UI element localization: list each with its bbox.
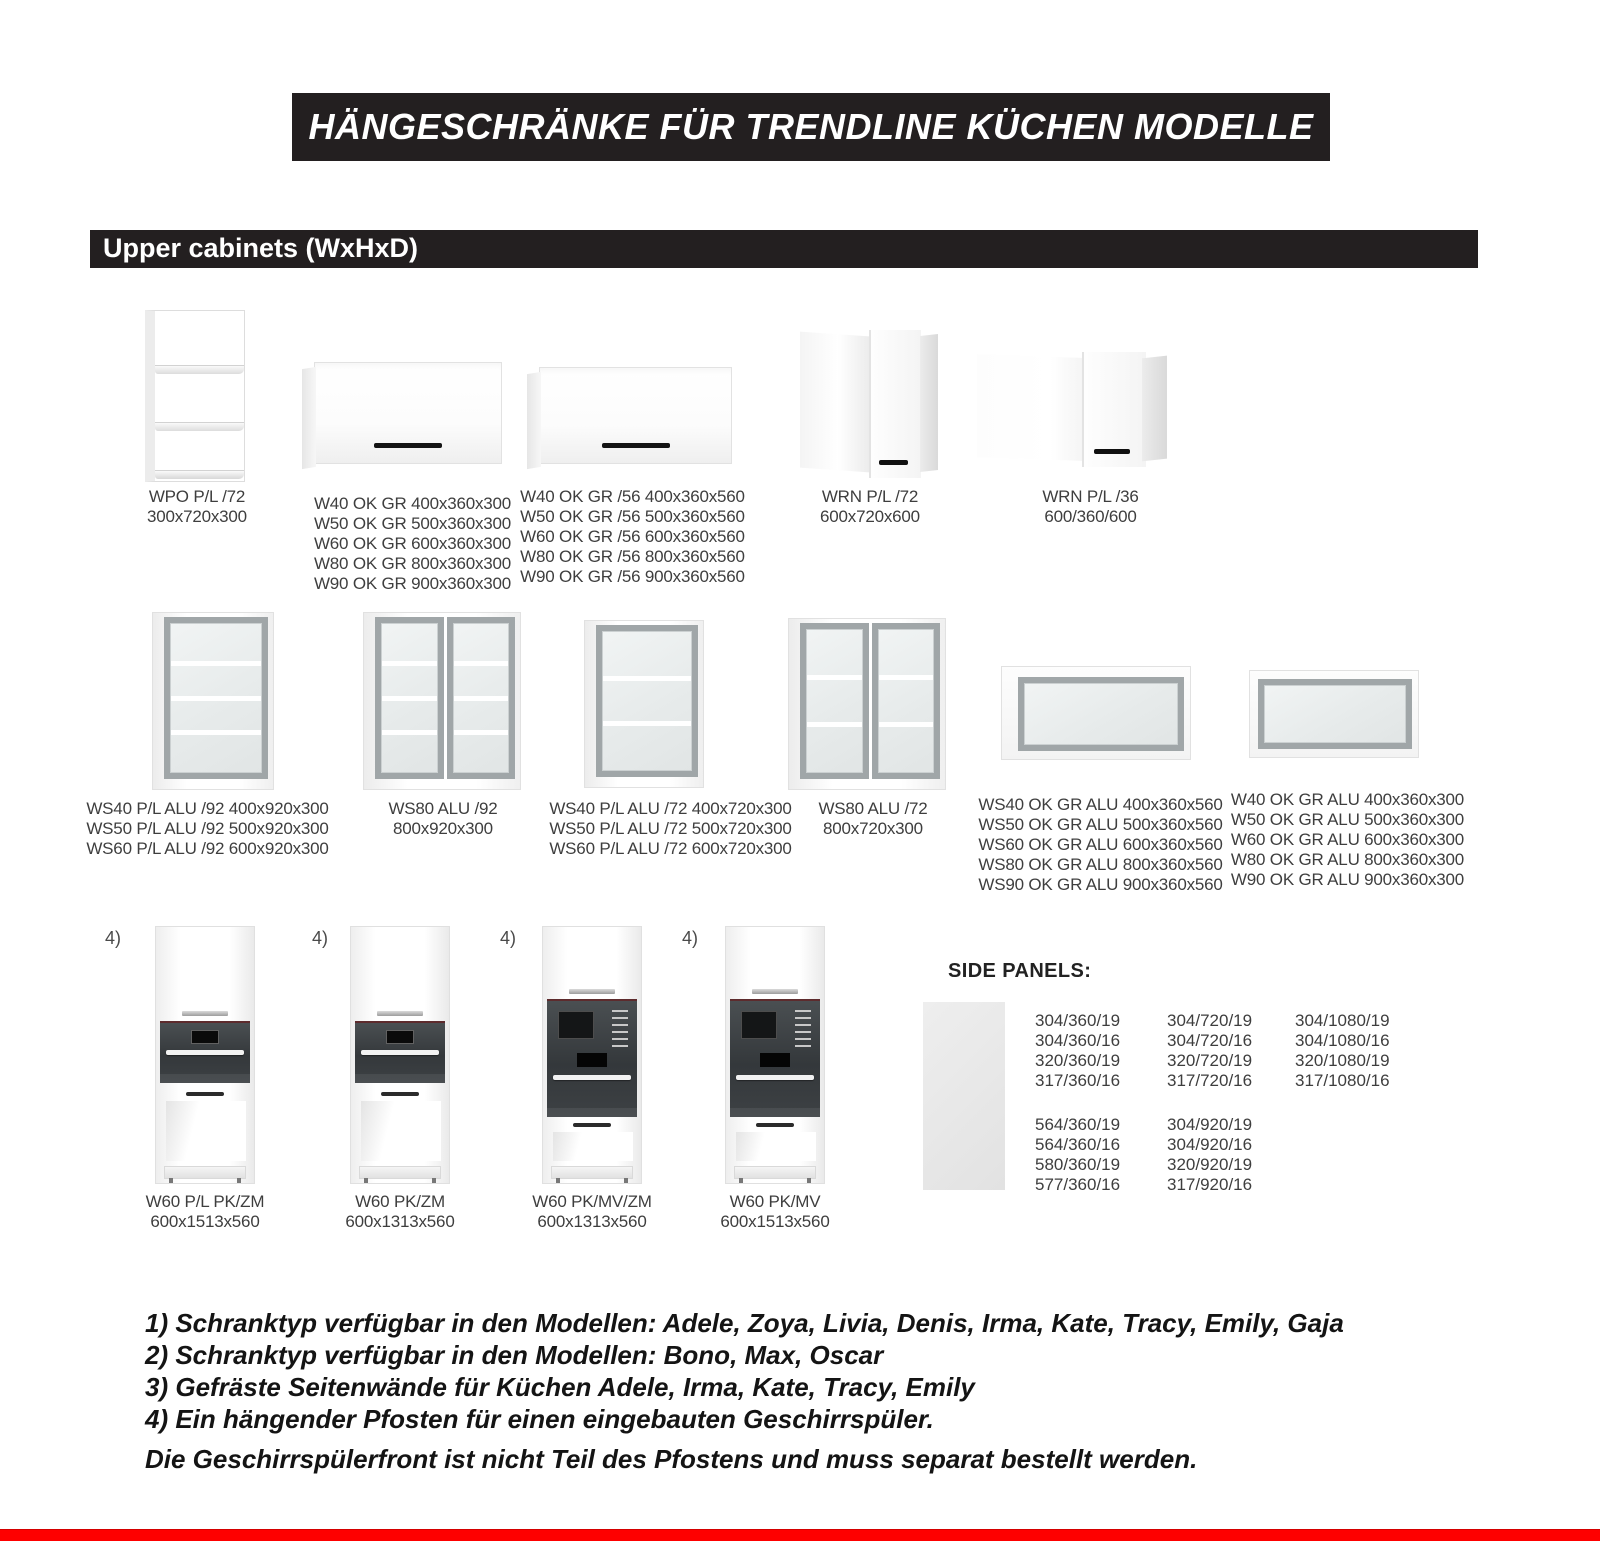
cabinet-door — [1082, 352, 1147, 467]
label-line: 600x720x600 — [820, 507, 920, 526]
side-panel-sizes-col — [1167, 1011, 1277, 1091]
plinth — [359, 1166, 441, 1179]
label-line: 600/360/600 — [1044, 507, 1137, 526]
appliance-handle — [553, 1075, 630, 1080]
label-line: W60 OK GR 600x360x300 — [313, 534, 512, 553]
label-line: W60 PK/MV — [729, 1192, 821, 1211]
control-buttons — [612, 1010, 628, 1048]
built-in-oven-microwave — [547, 999, 637, 1117]
cabinet-label — [685, 1192, 865, 1232]
cabinet-image-w-ok-gr-alu — [1249, 670, 1419, 758]
label-line: WS50 P/L ALU /72 500x720x300 — [549, 819, 792, 838]
label-line: 304/1080/16 — [1295, 1031, 1390, 1050]
label-line: WS80 OK GR ALU 800x360x560 — [978, 855, 1223, 874]
cabinet-left-face — [800, 332, 869, 473]
cabinet-image-wrn-36 — [977, 352, 1167, 467]
label-line: W90 OK GR /56 900x360x560 — [520, 567, 745, 586]
plinth — [734, 1166, 816, 1179]
dishwasher-opening — [553, 1132, 633, 1161]
label-line: 600x1313x560 — [345, 1212, 455, 1231]
upper-door-handle — [752, 989, 798, 994]
cabinet-side-panel — [1142, 356, 1167, 462]
cabinet-image-w60-pk-mv — [725, 926, 825, 1184]
upper-door-handle — [569, 989, 615, 994]
oven-handle — [361, 1050, 438, 1055]
label-line: WS80 ALU /92 — [388, 799, 498, 818]
label-line: W60 P/L PK/ZM — [145, 1192, 265, 1211]
footnote-marker: 4) — [682, 928, 699, 948]
display-slot — [577, 1053, 607, 1067]
dishwasher-opening — [166, 1101, 246, 1161]
cabinet-image-w-ok-gr-56 — [539, 367, 732, 464]
cabinet-image-w-ok-gr — [314, 362, 502, 464]
glass-door — [596, 625, 698, 777]
oven-handle — [166, 1050, 243, 1055]
label-line: 317/920/16 — [1167, 1175, 1253, 1194]
label-line: 320/360/19 — [1035, 1051, 1121, 1070]
label-line: WRN P/L /36 — [1042, 487, 1139, 506]
side-panel-image — [923, 1002, 1005, 1190]
side-panel-sizes-col — [1167, 1115, 1277, 1195]
lower-handle — [573, 1123, 611, 1127]
label-line: W80 OK GR 800x360x300 — [313, 554, 512, 573]
cabinet-image-w60-pk-mv-zm — [542, 926, 642, 1184]
label-line: WS50 P/L ALU /92 500x920x300 — [86, 819, 329, 838]
shelf — [155, 470, 244, 479]
cabinet-label — [548, 799, 793, 859]
label-line: 317/720/16 — [1167, 1071, 1253, 1090]
cabinet-image-ws80-alu-72 — [788, 618, 946, 790]
oven-display — [386, 1030, 414, 1044]
label-line: 564/360/16 — [1035, 1135, 1121, 1154]
bottom-accent-bar — [0, 1529, 1600, 1541]
label-line: W90 OK GR 900x360x300 — [313, 574, 512, 593]
label-line: W60 PK/ZM — [355, 1192, 445, 1211]
cabinet-label — [1225, 790, 1470, 890]
upper-door-handle — [182, 1011, 228, 1016]
label-line: W80 OK GR ALU 800x360x300 — [1230, 850, 1465, 869]
label-line: W60 OK GR ALU 600x360x300 — [1230, 830, 1465, 849]
control-buttons — [795, 1010, 811, 1048]
lower-handle — [756, 1123, 794, 1127]
cabinet-image-ws-alu-92 — [152, 612, 274, 790]
label-line: WS50 OK GR ALU 500x360x560 — [978, 815, 1223, 834]
label-line: W50 OK GR 500x360x300 — [313, 514, 512, 533]
glass-door — [1018, 677, 1184, 751]
label-line: WS90 OK GR ALU 900x360x560 — [978, 875, 1223, 894]
lower-handle — [186, 1092, 224, 1096]
cabinet-label — [520, 487, 745, 587]
label-line: 577/360/16 — [1035, 1175, 1121, 1194]
label-line: 304/720/16 — [1167, 1031, 1253, 1050]
label-line: W40 OK GR /56 400x360x560 — [520, 487, 745, 506]
label-line: 320/920/19 — [1167, 1155, 1253, 1174]
glass-door — [872, 623, 941, 779]
label-line: W40 OK GR 400x360x300 — [313, 494, 512, 513]
footnote-marker: 4) — [500, 928, 517, 948]
label-line: 800x920x300 — [393, 819, 493, 838]
label-line: 800x720x300 — [823, 819, 923, 838]
cabinet-label — [978, 795, 1223, 895]
footnote-disclaimer: Die Geschirrspülerfront ist nicht Teil des Pfostens und muss separat bestellt werden. — [145, 1444, 1198, 1474]
cabinet-left-face — [977, 354, 1082, 461]
label-line: 600x1513x560 — [720, 1212, 830, 1231]
cabinet-image-ws-ok-gr-alu — [1001, 666, 1191, 760]
dishwasher-opening — [361, 1101, 441, 1161]
cabinet-image-ws-alu-72 — [584, 620, 704, 788]
side-panel-sizes-col — [1035, 1115, 1145, 1195]
label-line: 320/1080/19 — [1295, 1051, 1390, 1070]
label-line: W80 OK GR /56 800x360x560 — [520, 547, 745, 566]
cabinet-side-panel — [920, 334, 938, 472]
label-line: W50 OK GR ALU 500x360x300 — [1230, 810, 1465, 829]
lower-handle — [381, 1092, 419, 1096]
label-line: 600x1513x560 — [150, 1212, 260, 1231]
label-line: WS60 OK GR ALU 600x360x560 — [978, 835, 1223, 854]
cabinet-door — [869, 330, 921, 478]
label-line: WS40 P/L ALU /72 400x720x300 — [549, 799, 792, 818]
label-line: 304/720/19 — [1167, 1011, 1253, 1030]
label-line: WRN P/L /72 — [821, 487, 919, 506]
display-slot — [760, 1053, 790, 1067]
microwave-screen — [558, 1011, 594, 1039]
label-line: 304/920/16 — [1167, 1135, 1253, 1154]
built-in-oven — [160, 1021, 250, 1083]
built-in-oven-microwave — [730, 999, 820, 1117]
plinth — [551, 1166, 633, 1179]
dishwasher-opening — [736, 1132, 816, 1161]
label-line: WPO P/L /72 — [148, 487, 246, 506]
label-line: W50 OK GR /56 500x360x560 — [520, 507, 745, 526]
glass-door — [447, 617, 516, 779]
label-line: 304/360/16 — [1035, 1031, 1121, 1050]
glass-door — [164, 617, 268, 779]
cabinet-label — [310, 1192, 490, 1232]
cabinet-label — [988, 487, 1193, 527]
cabinet-label — [85, 799, 330, 859]
plinth — [164, 1166, 246, 1179]
label-line: WS80 ALU /72 — [818, 799, 928, 818]
cabinet-image-w60-pl-pk-zm — [155, 926, 255, 1184]
cabinet-label — [115, 1192, 295, 1232]
label-line: 320/720/19 — [1167, 1051, 1253, 1070]
side-panels-title: SIDE PANELS: — [948, 960, 1092, 982]
cabinet-label — [343, 799, 543, 839]
cabinet-label — [300, 494, 525, 594]
label-line: 564/360/19 — [1035, 1115, 1121, 1134]
appliance-handle — [736, 1075, 813, 1080]
page-title: HÄNGESCHRÄNKE FÜR TRENDLINE KÜCHEN MODELLE — [292, 93, 1330, 161]
label-line: 317/1080/16 — [1295, 1071, 1390, 1090]
upper-door-handle — [377, 1011, 423, 1016]
label-line: W90 OK GR ALU 900x360x300 — [1230, 870, 1465, 889]
cabinet-image-wrn-72 — [800, 330, 938, 478]
label-line: 300x720x300 — [147, 507, 247, 526]
label-line: WS60 P/L ALU /92 600x920x300 — [86, 839, 329, 858]
section-header: Upper cabinets (WxHxD) — [90, 230, 1478, 268]
label-line: 304/920/19 — [1167, 1115, 1253, 1134]
side-panel-sizes-col — [1035, 1011, 1145, 1091]
footnote-3: 3) Gefräste Seitenwände für Küchen Adele, Irma, Kate, Tracy, Emily — [145, 1372, 975, 1402]
cabinet-image-w60-pk-zm — [350, 926, 450, 1184]
label-line: W60 OK GR /56 600x360x560 — [520, 527, 745, 546]
label-line: 600x1313x560 — [537, 1212, 647, 1231]
footnote-4: 4) Ein hängender Pfosten für einen eingebauten Geschirrspüler. — [145, 1404, 934, 1434]
label-line: W40 OK GR ALU 400x360x300 — [1230, 790, 1465, 809]
footnote-2: 2) Schranktyp verfügbar in den Modellen: Bono, Max, Oscar — [145, 1340, 884, 1370]
cabinet-image-wpo-corner-shelf — [145, 310, 245, 482]
label-line: 304/1080/19 — [1295, 1011, 1390, 1030]
oven-display — [191, 1030, 219, 1044]
label-line: 304/360/19 — [1035, 1011, 1121, 1030]
label-line: WS40 P/L ALU /92 400x920x300 — [86, 799, 329, 818]
label-line: WS60 P/L ALU /72 600x720x300 — [549, 839, 792, 858]
label-line: 317/360/16 — [1035, 1071, 1121, 1090]
built-in-oven — [355, 1021, 445, 1083]
glass-door — [375, 617, 444, 779]
cabinet-label — [502, 1192, 682, 1232]
label-line: 580/360/19 — [1035, 1155, 1121, 1174]
microwave-screen — [741, 1011, 777, 1039]
cabinet-label — [97, 487, 297, 527]
footnote-marker: 4) — [105, 928, 122, 948]
label-line: WS40 OK GR ALU 400x360x560 — [978, 795, 1223, 814]
glass-door — [1258, 679, 1412, 749]
cabinet-image-ws80-alu-92 — [363, 612, 521, 790]
cabinet-label — [773, 799, 973, 839]
glass-door — [800, 623, 869, 779]
footnote-marker: 4) — [312, 928, 329, 948]
cabinet-label — [770, 487, 970, 527]
footnote-1: 1) Schranktyp verfügbar in den Modellen: Adele, Zoya, Livia, Denis, Irma, Kate, Tracy, Emily, Gaja — [145, 1308, 1344, 1338]
label-line: W60 PK/MV/ZM — [532, 1192, 652, 1211]
side-panel-sizes-col — [1295, 1011, 1415, 1091]
